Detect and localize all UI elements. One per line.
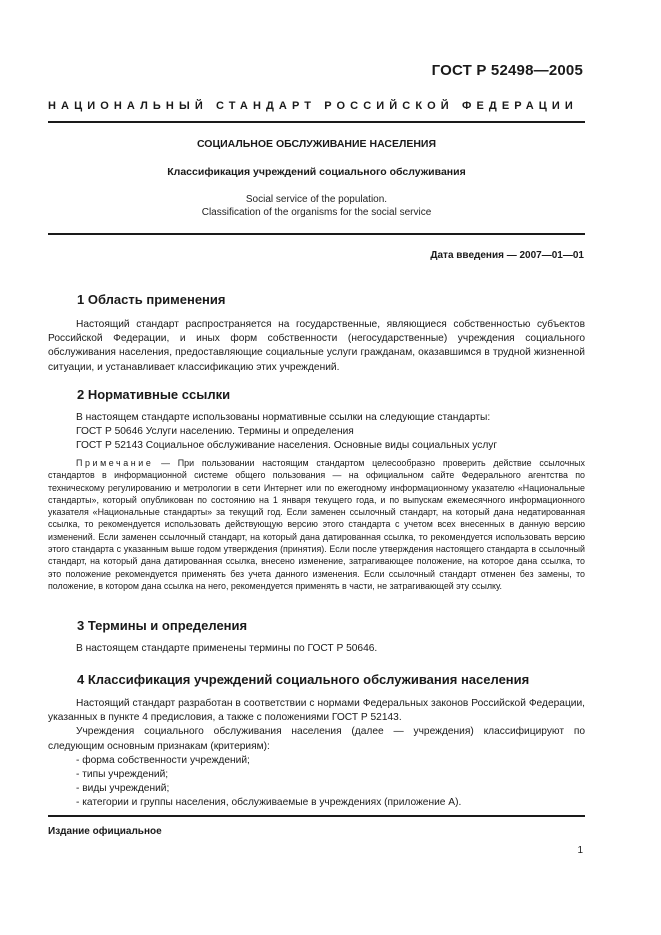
top-divider <box>48 121 585 123</box>
reference-item: ГОСТ Р 50646 Услуги населению. Термины и определения <box>76 426 354 437</box>
english-title <box>48 193 585 219</box>
section-4-paragraph-2: Учреждения социального обслуживания населения (далее — учреждения) классифицируют по следующим основным признакам (критериям): <box>48 726 585 752</box>
section-4-paragraph-1: Настоящий стандарт разработан в соответствии с нормами Федеральных законов Российской Федерации, указанных в пункте 4 предисловия, а также с положениями ГОСТ Р 52143. <box>48 698 585 724</box>
list-item: - типы учреждений; <box>76 769 169 781</box>
english-title-line-2: Classification of the organisms for the social service <box>201 207 432 218</box>
standard-number: ГОСТ Р 52498—2005 <box>431 62 583 79</box>
list-item: - категории и группы населения, обслуживаемые в учреждениях (приложение А). <box>76 797 462 809</box>
section-1-heading: 1 Область применения <box>77 292 226 307</box>
english-title-line-1: Social service of the population. <box>245 194 388 205</box>
note-label: Примечание <box>76 458 154 468</box>
document-title: СОЦИАЛЬНОЕ ОБСЛУЖИВАНИЕ НАСЕЛЕНИЯ <box>196 138 437 150</box>
document-subtitle: Классификация учреждений социального обслуживания <box>167 166 466 178</box>
references-intro: В настоящем стандарте использованы нормативные ссылки на следующие стандарты: <box>76 412 491 423</box>
footer-divider <box>48 815 585 817</box>
introduction-date: Дата введения — 2007—01—01 <box>430 250 584 261</box>
section-4-heading: 4 Классификация учреждений социального обслуживания населения <box>77 672 530 687</box>
section-1-text <box>48 318 585 375</box>
section-3-heading: 3 Термины и определения <box>77 618 248 633</box>
section-3-text: В настоящем стандарте применены термины по ГОСТ Р 50646. <box>76 643 378 654</box>
criteria-list <box>48 754 585 811</box>
section-4-text <box>48 697 585 811</box>
page-number: 1 <box>577 845 583 856</box>
note-text: — При пользовании настоящим стандартом целесообразно проверить действие ссылочных стандартов в информационной системе общего пользования — на официальном сайте Федерального агентства по техническому регулированию и метрологии в сети Интернет или по ежегодному информационному указателю «Национальные стандарты», который опубликован по состоянию на 1 января текущего года, и по выпускам ежемесячного информационного указателя «Национальные стандарты» за текущий год. Если заменен ссылочный стандарт, на который дана недатированная ссылка, то рекомендуется использовать действующую версию этого стандарта с учетом всех внесенных в данную версию изменений. Если заменен ссылочный стандарт, на который дана датированная ссылка, то рекомендуется использовать версию этого стандарта с указанным выше годом утверждения (принятия). Если после утверждения настоящего стандарта в ссылочный стандарт, на который дана датированная ссылка, внесено изменение, затрагивающее положение, на которое дана ссылка, то это положение рекомендуется применять без учета данного изменения. Если ссылочный стандарт отменен без замены, то положение, в котором дана ссылка на него, рекомендуется применять в части, не затрагивающей эту ссылку. <box>48 458 585 591</box>
section-2-heading: 2 Нормативные ссылки <box>77 387 231 402</box>
official-edition-label: Издание официальное <box>48 826 162 837</box>
list-item: - форма собственности учреждений; <box>76 754 250 766</box>
national-standard-banner: НАЦИОНАЛЬНЫЙ СТАНДАРТ РОССИЙСКОЙ ФЕДЕРАЦИИ <box>48 100 578 112</box>
reference-item: ГОСТ Р 52143 Социальное обслуживание населения. Основные виды социальных услуг <box>76 440 498 451</box>
section-1-paragraph: Настоящий стандарт распространяется на государственные, являющиеся собственностью субъектов Российской Федерации, и иных форм собственности (негосударственные) учреждения социального обслуживания населения, предоставляющие социальные услуги гражданам, оказавшимся в трудной жизненной ситуации, и устанавливает классификацию этих учреждений. <box>48 319 585 373</box>
title-divider <box>48 233 585 235</box>
list-item: - виды учреждений; <box>76 783 170 795</box>
note-block <box>48 457 585 592</box>
